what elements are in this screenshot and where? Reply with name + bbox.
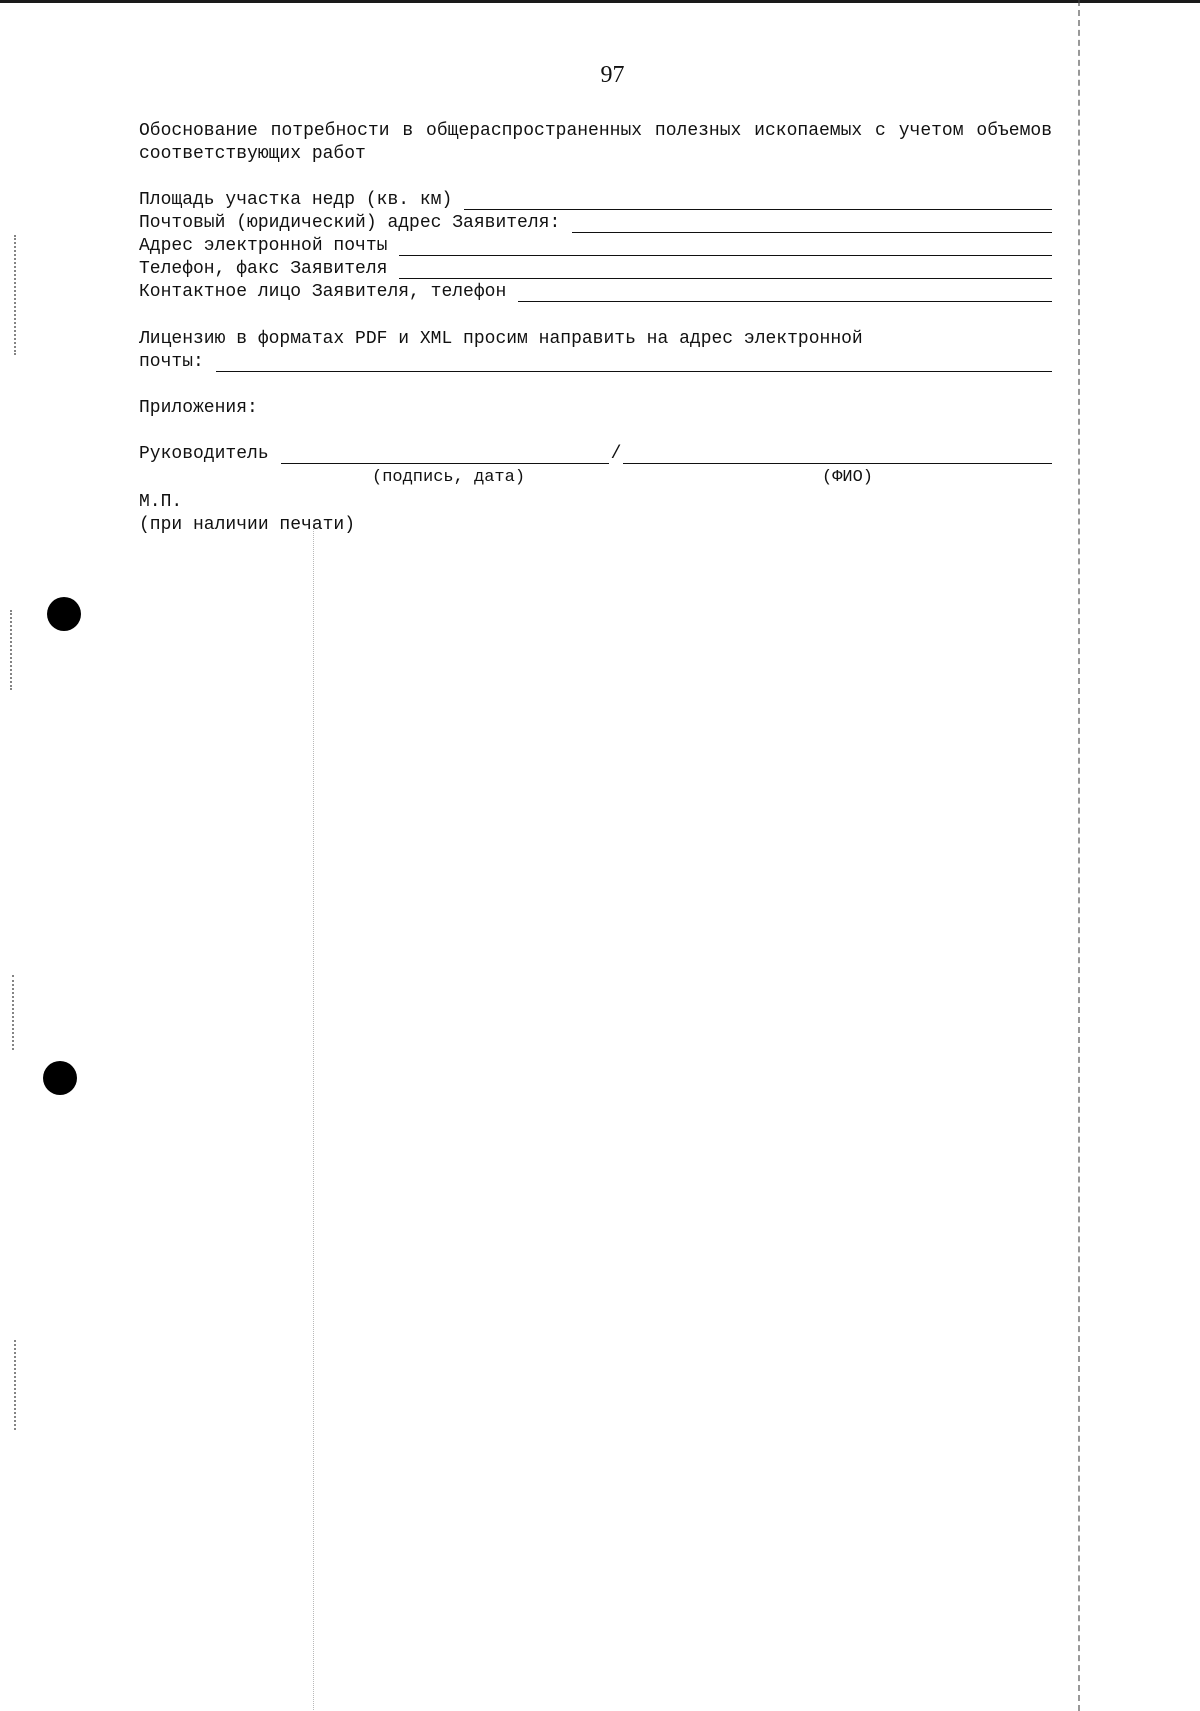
signature-label: Руководитель: [139, 444, 269, 464]
field-postal-address: [139, 212, 1052, 235]
field-contact-label: Контактное лицо Заявителя, телефон: [139, 282, 507, 302]
signature-row: [139, 443, 1052, 466]
stamp-label: М.П.: [139, 492, 183, 512]
signature-line: [281, 463, 609, 464]
field-contact: [139, 281, 1052, 304]
field-phone-fax-line: [399, 278, 1052, 279]
license-email-field: [139, 351, 1052, 374]
scan-margin-marks: [10, 610, 12, 690]
scan-margin-marks: [12, 975, 14, 1050]
stamp-note: (при наличии печати): [139, 515, 356, 535]
name-caption: (ФИО): [822, 468, 874, 487]
field-contact-line: [518, 301, 1052, 302]
name-line: [623, 463, 1052, 464]
attachments-label: Приложения:: [139, 398, 258, 418]
scan-fold-line: [313, 520, 314, 1710]
field-phone-fax: [139, 258, 1052, 281]
field-email: [139, 235, 1052, 258]
field-area-label: Площадь участка недр (кв. км): [139, 190, 453, 210]
license-email-label: почты:: [139, 352, 204, 372]
field-area: [139, 189, 1052, 212]
signature-caption: (подпись, дата): [372, 468, 526, 487]
scan-margin-marks: [14, 235, 16, 355]
field-postal-address-line: [572, 232, 1052, 233]
page-number: 97: [600, 62, 625, 88]
license-email-line: [216, 371, 1052, 372]
scan-right-edge: [1078, 0, 1080, 1711]
field-postal-address-label: Почтовый (юридический) адрес Заявителя:: [139, 213, 561, 233]
field-area-line: [464, 209, 1052, 210]
field-email-label: Адрес электронной почты: [139, 236, 388, 256]
signature-slash: /: [610, 444, 622, 464]
justification-text: Обоснование потребности в общераспространенных полезных ископаемых с учетом объемов соответствующих работ: [139, 121, 1052, 164]
binder-hole: [43, 1061, 77, 1095]
field-email-line: [399, 255, 1052, 256]
binder-hole: [47, 597, 81, 631]
scan-top-edge: [0, 0, 1200, 3]
scan-margin-marks: [14, 1340, 16, 1430]
license-request-text: Лицензию в форматах PDF и XML просим направить на адрес электронной: [139, 329, 863, 349]
field-phone-fax-label: Телефон, факс Заявителя: [139, 259, 388, 279]
